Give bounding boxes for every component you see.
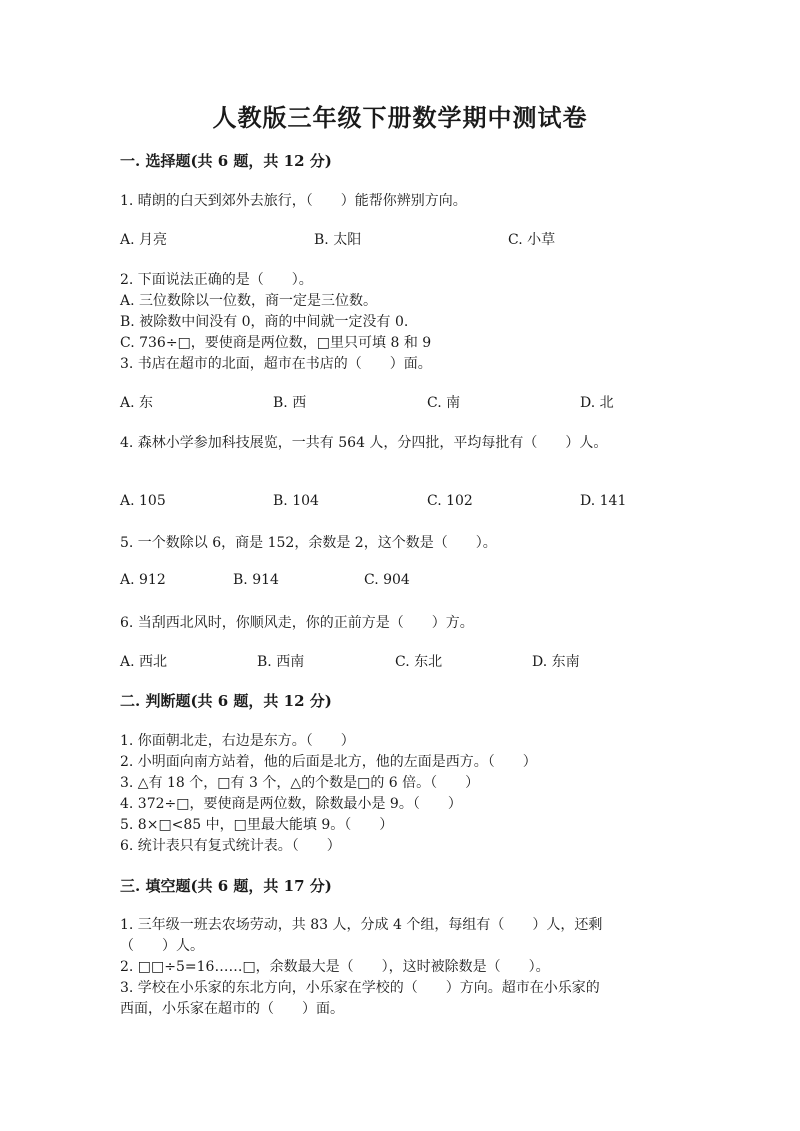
option-b: B. 西 [273,395,307,411]
judgement-3: 3. △有 18 个，□有 3 个，△的个数是□的 6 倍。（ ） [120,775,480,791]
question-4: 4. 森林小学参加科技展览，一共有 564 人，分四批，平均每批有（ ）人。 [120,435,608,451]
option-a: A. 912 [120,572,166,588]
option-a: A. 105 [120,493,166,509]
option-a: A. 西北 [120,654,168,670]
option-c: C. 102 [427,493,473,509]
judgement-6: 6. 统计表只有复式统计表。（ ） [120,838,341,854]
option-c: C. 小草 [508,232,556,248]
fill-in-1-line-1: 1. 三年级一班去农场劳动，共 83 人，分成 4 个组，每组有（ ）人，还剩 [120,917,603,933]
option-d: D. 北 [580,395,614,411]
question-2-option-b: B. 被除数中间没有 0，商的中间就一定没有 0. [120,314,409,330]
judgement-5: 5. 8×□<85 中，□里最大能填 9。（ ） [120,817,394,833]
question-6: 6. 当刮西北风时，你顺风走，你的正前方是（ ）方。 [120,615,474,631]
question-4-options [120,493,680,513]
fill-in-3-line-2: 西面，小乐家在超市的（ ）面。 [120,1001,344,1017]
question-6-options [120,651,680,671]
section-heading-judgement: 二. 判断题(共 6 题，共 12 分) [120,692,332,710]
judgement-4: 4. 372÷□，要使商是两位数，除数最小是 9。（ ） [120,796,462,812]
question-2: 2. 下面说法正确的是（ ）。 [120,272,313,288]
option-b: B. 太阳 [314,232,362,248]
question-5-options [120,572,680,592]
fill-in-1-line-2: （ ）人。 [120,938,204,954]
option-a: A. 东 [120,395,154,411]
question-2-option-a: A. 三位数除以一位数，商一定是三位数。 [120,293,378,309]
option-b: B. 西南 [257,654,305,670]
fill-in-3-line-1: 3. 学校在小乐家的东北方向，小乐家在学校的（ ）方向。超市在小乐家的 [120,980,600,996]
option-d: D. 东南 [532,654,580,670]
question-2-option-c: C. 736÷□，要使商是两位数，□里只可填 8 和 9 [120,335,432,351]
option-c: C. 东北 [395,654,443,670]
option-c: C. 904 [364,572,410,588]
page-title: 人教版三年级下册数学期中测试卷 [212,103,588,132]
judgement-1: 1. 你面朝北走，右边是东方。（ ） [120,733,355,749]
option-b: B. 104 [273,493,319,509]
judgement-2: 2. 小明面向南方站着，他的后面是北方，他的左面是西方。（ ） [120,754,537,770]
fill-in-2: 2. □□÷5=16……□，余数最大是（ ），这时被除数是（ ）。 [120,959,550,975]
question-3-options [120,392,680,412]
option-a: A. 月亮 [120,232,168,248]
question-1-options [120,229,680,249]
section-heading-fill-in: 三. 填空题(共 6 题，共 17 分) [120,877,332,895]
option-b: B. 914 [233,572,279,588]
question-1: 1. 晴朗的白天到郊外去旅行，（ ）能帮你辨别方向。 [120,193,467,209]
question-3: 3. 书店在超市的北面，超市在书店的（ ）面。 [120,356,432,372]
option-d: D. 141 [580,493,627,509]
option-c: C. 南 [427,395,461,411]
section-heading-choice: 一. 选择题(共 6 题，共 12 分) [120,152,332,170]
question-5: 5. 一个数除以 6，商是 152，余数是 2，这个数是（ ）。 [120,535,497,551]
